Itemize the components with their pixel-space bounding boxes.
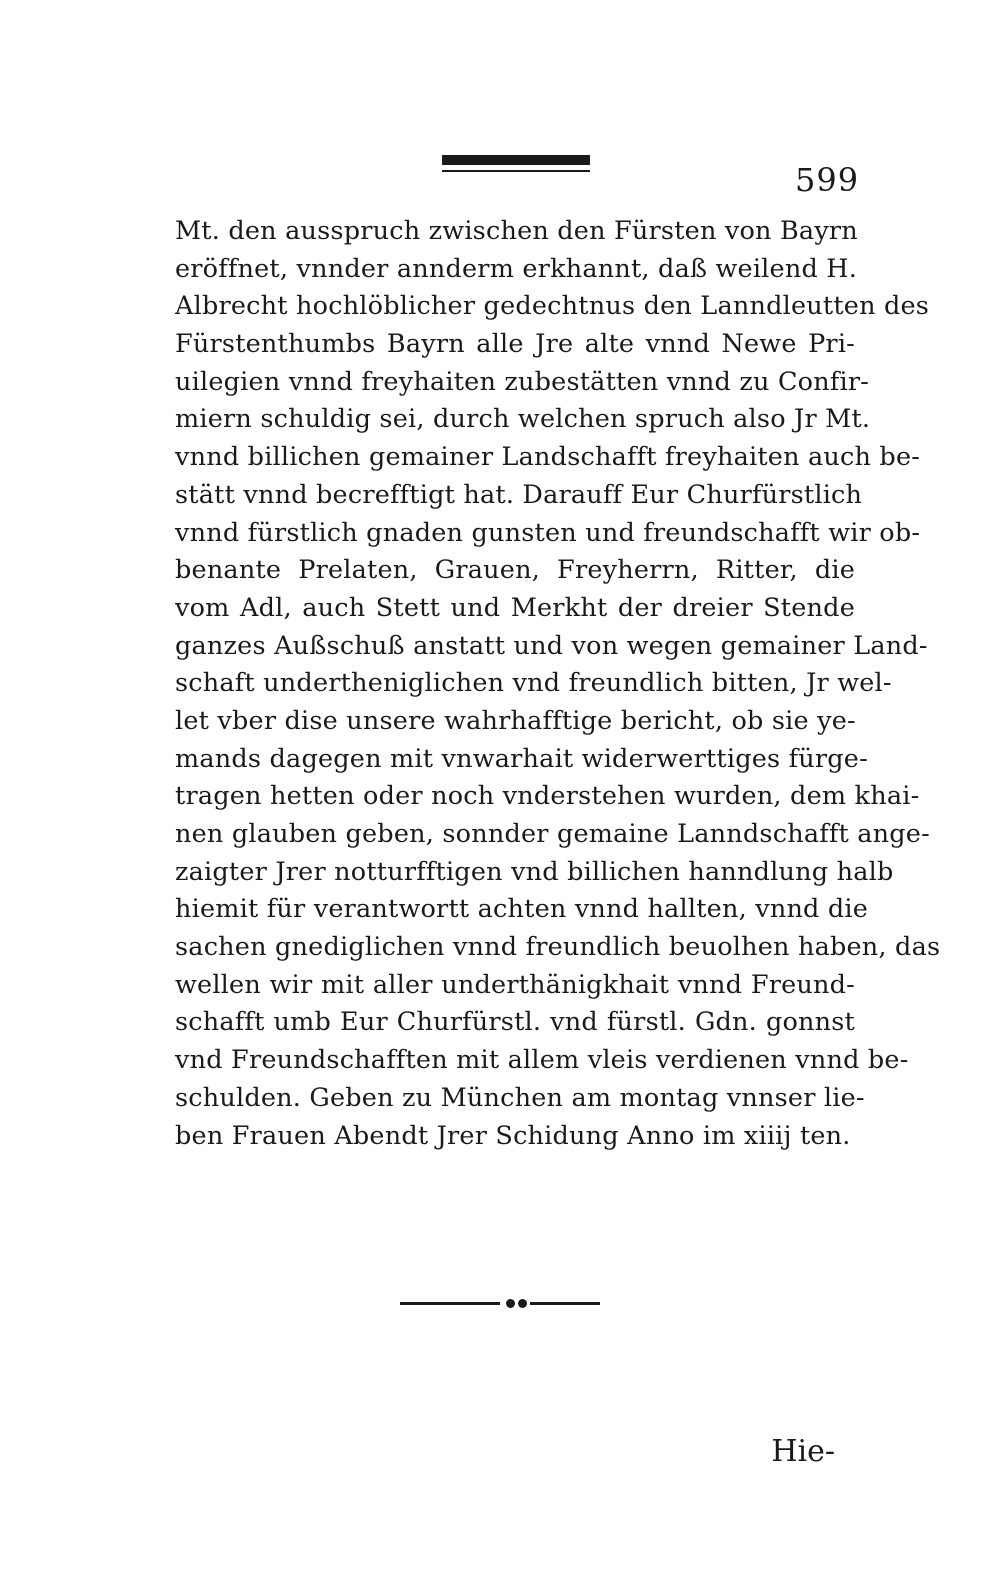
text-line: uilegien vnnd freyhaiten zubestätten vnnd zu Confir- <box>175 366 870 397</box>
header-double-rule <box>442 155 590 175</box>
text-line: mands dagegen mit vnwarhait widerwerttiges fürge- <box>175 743 868 774</box>
ornament-dot <box>506 1299 515 1308</box>
text-line: sachen gnediglichen vnnd freundlich beuolhen haben, das <box>175 932 941 963</box>
text-line: Mt. den ausspruch zwischen den Fürsten von Bayrn <box>175 216 858 246</box>
text-line: nen glauben geben, sonnder gemaine Lanndschafft ange- <box>175 819 930 849</box>
ornament-rule-left <box>400 1302 500 1305</box>
text-line: let vber dise unsere wahrhafftige bericht, ob sie ye- <box>175 705 856 736</box>
tailpiece-ornament <box>400 1296 600 1310</box>
text-line: wellen wir mit aller underthänigkhait vnnd Freund- <box>175 969 855 1000</box>
catchword: Hie- <box>771 1434 835 1469</box>
text-line: schaft undertheniglichen vnd freundlich bitten, Jr wel- <box>175 668 892 699</box>
ornament-dot <box>518 1299 527 1308</box>
text-line: schulden. Geben zu München am montag vnnser lie- <box>175 1082 865 1113</box>
text-line: eröffnet, vnnder annderm erkhannt, daß weilend H. <box>175 253 858 284</box>
text-line: ben Frauen Abendt Jrer Schidung Anno im xiiij ten. <box>175 1120 851 1151</box>
text-line: Albrecht hochlöblicher gedechtnus den Lanndleutten des <box>175 291 930 322</box>
text-line: vnd Freundschafften mit allem vleis verdienen vnnd be- <box>175 1045 909 1076</box>
text-line: vnnd fürstlich gnaden gunsten und freundschafft wir ob- <box>175 517 921 548</box>
text-line: zaigter Jrer notturfftigen vnd billichen hanndlung halb <box>175 856 894 887</box>
text-line: tragen hetten oder noch vnderstehen wurden, dem khai- <box>175 781 920 812</box>
header-rule-thick <box>442 155 590 165</box>
text-line: Fürstenthumbs Bayrn alle Jre alte vnnd Newe Pri- <box>175 329 855 360</box>
page-number: 599 <box>795 161 860 199</box>
ornament-rule-right <box>530 1302 600 1305</box>
text-line: vom Adl, auch Stett und Merkht der dreier Stende <box>175 592 855 623</box>
body-text <box>175 213 941 1155</box>
text-line: vnnd billichen gemainer Landschafft freyhaiten auch be- <box>175 442 921 473</box>
text-line: schafft umb Eur Churfürstl. vnd fürstl. Gdn. gonnst <box>175 1007 855 1038</box>
text-line: hiemit für verantwortt achten vnnd hallten, vnnd die <box>175 894 869 925</box>
text-line: ganzes Außschuß anstatt und von wegen gemainer Land- <box>175 630 928 661</box>
text-line: miern schuldig sei, durch welchen spruch also Jr Mt. <box>175 404 871 435</box>
header-rule-thin <box>442 170 590 172</box>
text-line: benante Prelaten, Grauen, Freyherrn, Ritter, die <box>175 555 855 586</box>
text-line: stätt vnnd becrefftigt hat. Darauff Eur Churfürstlich <box>175 479 863 510</box>
